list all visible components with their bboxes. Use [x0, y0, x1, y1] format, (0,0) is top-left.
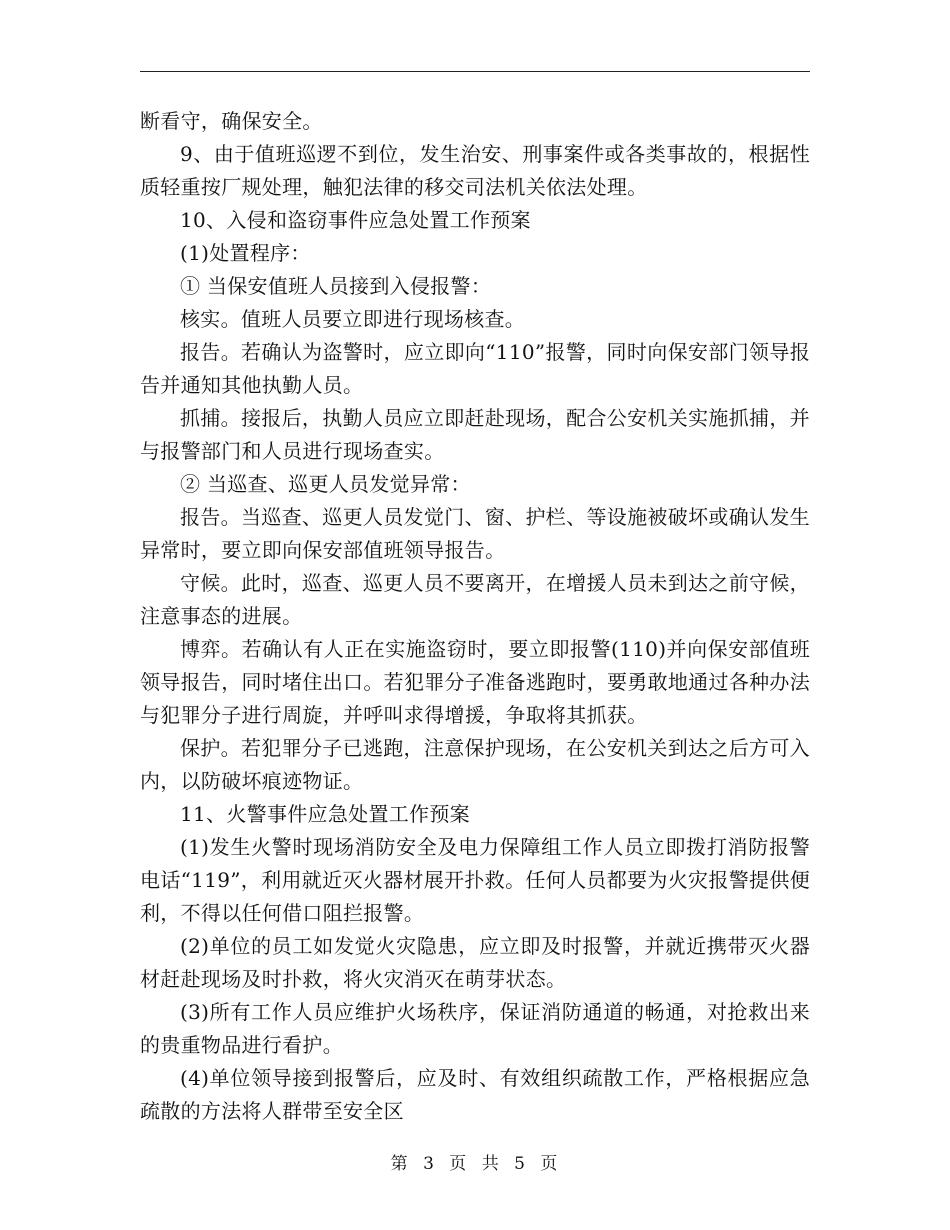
section-heading: 10、入侵和盗窃事件应急处置工作预案: [180, 208, 531, 232]
paragraph: (4)单位领导接到报警后，应及时、有效组织疏散工作，严格根据应急疏散的方法将人群带至安全区: [140, 1066, 810, 1123]
paragraph: 保护。若犯罪分子已逃跑，注意保护现场，在公安机关到达之后方可入内，以防破坏痕迹物证。: [140, 736, 810, 793]
paragraph: 博弈。若确认有人正在实施盗窃时，要立即报警(110)并向保安部值班领导报告，同时堵住出口。若犯罪分子准备逃跑时，要勇敢地通过各种办法与犯罪分子进行周旋，并呼叫求得增援，争取将其抓获。: [140, 637, 810, 727]
paragraph: 守候。此时，巡查、巡更人员不要离开，在增援人员未到达之前守候，注意事态的进展。: [140, 571, 810, 628]
header-rule: [140, 71, 810, 72]
page-number-label: 第 3 页 共 5 页: [390, 1154, 560, 1174]
paragraph: 核实。值班人员要立即进行现场核查。: [180, 307, 526, 331]
paragraph: (2)单位的员工如发觉火灾隐患，应立即及时报警，并就近携带灭火器材赶赴现场及时扑救，将火灾消灭在萌芽状态。: [140, 934, 810, 991]
document-body: [140, 105, 810, 1128]
paragraph: (1)发生火警时现场消防安全及电力保障组工作人员立即拨打消防报警电话“119”，利用就近灭火器材展开扑救。任何人员都要为火灾报警提供便利，不得以任何借口阻拦报警。: [140, 835, 810, 925]
paragraph: 9、由于值班巡逻不到位，发生治安、刑事案件或各类事故的，根据性质轻重按厂规处理，触犯法律的移交司法机关依法处理。: [140, 142, 810, 199]
page-footer: [0, 1152, 950, 1176]
subsection-heading: (1)处置程序：: [180, 241, 311, 265]
paragraph: 抓捕。接报后，执勤人员应立即赶赴现场，配合公安机关实施抓捕，并与报警部门和人员进行现场查实。: [140, 406, 810, 463]
section-heading: 11、火警事件应急处置工作预案: [180, 802, 470, 826]
list-heading: ① 当保安值班人员接到入侵报警：: [180, 274, 492, 298]
paragraph: (3)所有工作人员应维护火场秩序，保证消防通道的畅通，对抢救出来的贵重物品进行看护。: [140, 1000, 810, 1057]
paragraph: 断看守，确保安全。: [140, 109, 323, 133]
list-heading: ② 当巡查、巡更人员发觉异常：: [180, 472, 471, 496]
paragraph: 报告。若确认为盗警时，应立即向“110”报警，同时向保安部门领导报告并通知其他执勤人员。: [140, 340, 810, 397]
paragraph: 报告。当巡查、巡更人员发觉门、窗、护栏、等设施被破坏或确认发生异常时，要立即向保安部值班领导报告。: [140, 505, 810, 562]
